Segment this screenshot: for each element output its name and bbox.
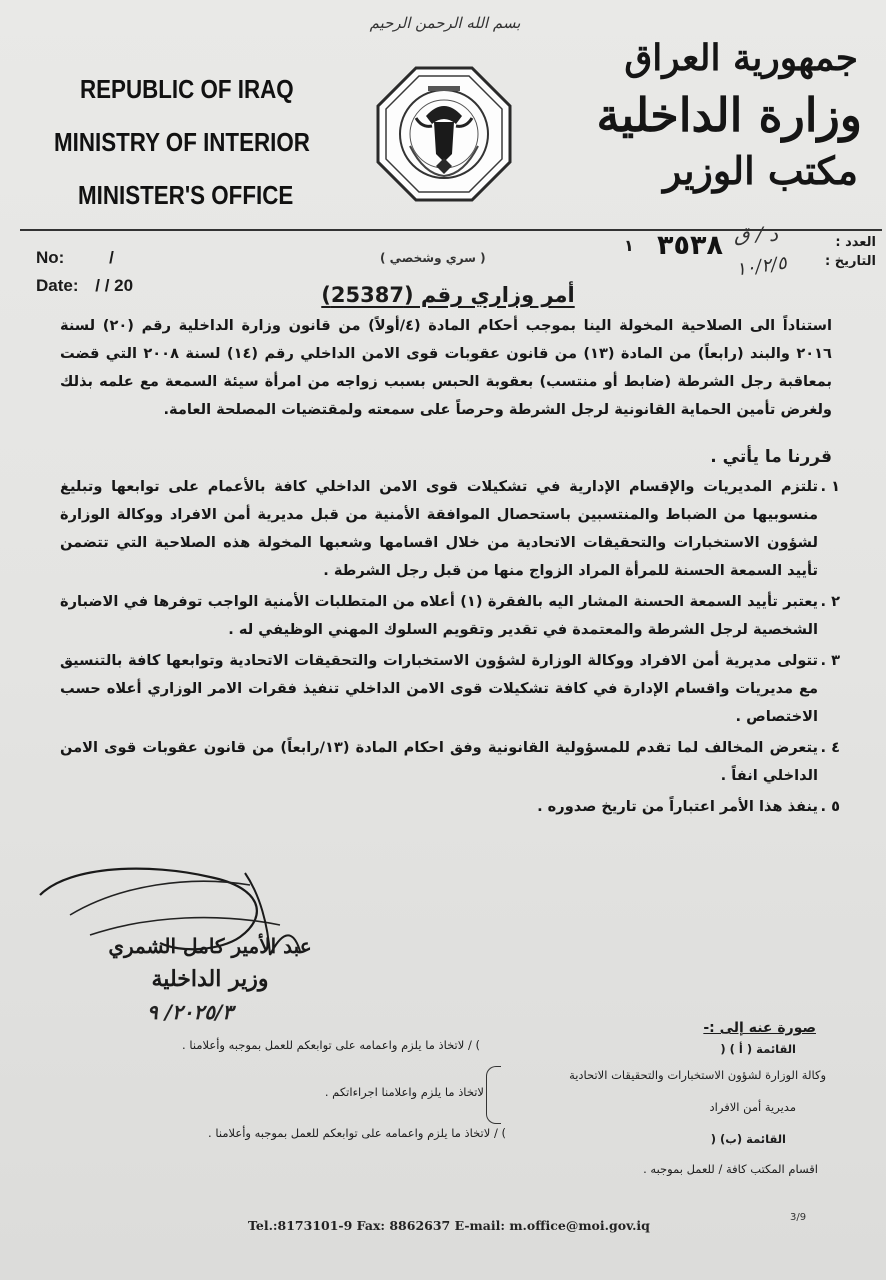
- order-item-number: ٢ .: [820, 593, 840, 610]
- order-item-number: ٣ .: [820, 652, 840, 669]
- signatory-title: وزير الداخلية: [151, 966, 269, 992]
- order-item-text: ينفذ هذا الأمر اعتباراً من تاريخ صدوره .: [537, 798, 818, 815]
- meta-no: [36, 248, 114, 268]
- meta-date-label: Date:: [36, 276, 79, 295]
- order-item: [60, 473, 840, 585]
- order-item: [60, 647, 840, 731]
- order-item-text: يتعرض المخالف لما تقدم للمسؤولية القانونية وفق احكام المادة (١٣/رابعاً) من قانون عقوبات قوى الامن الداخلي انفاً .: [60, 739, 818, 784]
- classification-label: ( سري وشخصي ): [380, 251, 486, 265]
- meta-handwritten-code: د / ق: [734, 222, 778, 246]
- header-en-ministry: MINISTRY OF INTERIOR: [54, 127, 310, 157]
- header-en-office: MINISTER'S OFFICE: [78, 180, 294, 210]
- meta-no-label: No:: [36, 248, 65, 267]
- cc-list-a-note: ) / لاتخاذ ما يلزم واعمامه على توابعكم للعمل بموجبه وأعلامنا .: [182, 1038, 480, 1052]
- meta-number-suffix: ١: [624, 236, 634, 255]
- order-item: [60, 588, 840, 644]
- order-item-text: تلتزم المديريات والإقسام الإدارية في تشكيلات قوى الامن الداخلي كافة بالأعمام على توابعها وتبليغ منسوبيها من الضباط والمنتسبين باستحصال الموافقة الأمنية من قبل مديرية أمن الافراد ووكالة الوزارة لشؤون الاستخبارات والتحقيقات الاتحادية من خلال اقسامها وشعبها المخولة هذه الصلاحية التي تتضمن تأييد السمعة الحسنة للمرأة المراد الزواج منها من قبل رجل الشرطة .: [60, 478, 818, 579]
- basmala: بسم الله الرحمن الرحيم: [369, 14, 521, 32]
- header-ar-ministry: وزارة الداخلية: [596, 88, 862, 142]
- order-item: [60, 734, 840, 790]
- cc-heading: صورة عنه إلى :-: [703, 1020, 816, 1036]
- header-ar-office: مكتب الوزير: [662, 148, 858, 193]
- ministry-emblem-icon: [376, 66, 512, 202]
- footer-contact: Tel.:8173101-9 Fax: 8862637 E-mail: m.office@moi.gov.iq: [248, 1218, 650, 1233]
- header-en-republic: REPUBLIC OF IRAQ: [80, 74, 294, 104]
- cc-list-b-note: ) / لاتخاذ ما يلزم واعمامه على توابعكم للعمل بموجبه وأعلامنا .: [208, 1126, 506, 1140]
- cc-list-b: القائمة (ب) (: [710, 1132, 786, 1146]
- preamble-paragraph: استناداً الى الصلاحية المخولة الينا بموجب أحكام المادة (٤/أولاً) من قانون وزارة الداخلية رقم (٢٠) لسنة ٢٠١٦ والبند (رابعاً) من المادة (١٣) من قانون عقوبات قوى الامن الداخلي رقم (١٤) لسنة ٢٠٠٨ التي قضت بمعاقبة رجل الشرطة (ضابط أو منتسب) بعقوبة الحبس بسبب زواجه من امرأة سيئة السمعة مع علمه بذلك ولغرض تأمين الحماية القانونية لرجل الشرطة وحرصاً على سمعته ولمقتضيات المصلحة العامة.: [60, 317, 833, 418]
- cc-agency-2: مديرية أمن الافراد: [709, 1100, 796, 1114]
- order-item: [60, 793, 840, 821]
- decided-heading: قررنا ما يأتي .: [710, 447, 832, 467]
- signatory-name: عبد الأمير كامل الشمري: [108, 934, 312, 958]
- order-title: أمر وزاري رقم (25387): [321, 283, 575, 307]
- form-code: 3/9: [790, 1212, 807, 1223]
- meta-number-value: ٣٥٣٨: [657, 230, 723, 261]
- meta-date: [36, 276, 133, 296]
- order-items: [60, 473, 840, 821]
- order-item-number: ٤ .: [820, 739, 840, 756]
- meta-date-value: / / 20: [95, 276, 134, 295]
- cc-agencies-note: لاتخاذ ما يلزم واعلامنا اجراءاتكم .: [324, 1085, 484, 1099]
- cc-agency-1: وكالة الوزارة لشؤون الاستخبارات والتحقيقات الاتحادية: [569, 1068, 826, 1082]
- signature-date: ٢٠٢٥/٣/ ٩: [146, 1000, 234, 1024]
- order-item-number: ١ .: [820, 478, 840, 495]
- meta-no-value: /: [109, 248, 114, 267]
- meta-date-label-ar: التاريخ :: [825, 254, 876, 269]
- order-item-number: ٥ .: [820, 798, 840, 815]
- order-item-text: تتولى مديرية أمن الافراد ووكالة الوزارة لشؤون الاستخبارات والتحقيقات الاتحادية وتوابعها كافة بالتنسيق مع مديريات واقسام الإدارة في كافة تشكيلات قوى الامن الداخلي تنفيذ فقرات الامر الوزاري أعلاه حسب الاختصاص .: [60, 652, 818, 725]
- meta-number-label: العدد :: [835, 235, 876, 250]
- meta-date-value-ar: ١٠/٢/٥: [734, 252, 789, 281]
- cc-office: اقسام المكتب كافة / للعمل بموجبه .: [643, 1162, 818, 1176]
- cc-list-a: القائمة ( أ ) (: [720, 1042, 796, 1056]
- header-ar-republic: جمهورية العراق: [624, 37, 858, 79]
- order-item-text: يعتبر تأييد السمعة الحسنة المشار اليه بالفقرة (١) أعلاه من المتطلبات الأمنية الواجب توفرها في الاضبارة الشخصية لرجل الشرطة والمعتمدة في تقدير وتقويم السلوك المهني الوظيفي له .: [60, 593, 818, 638]
